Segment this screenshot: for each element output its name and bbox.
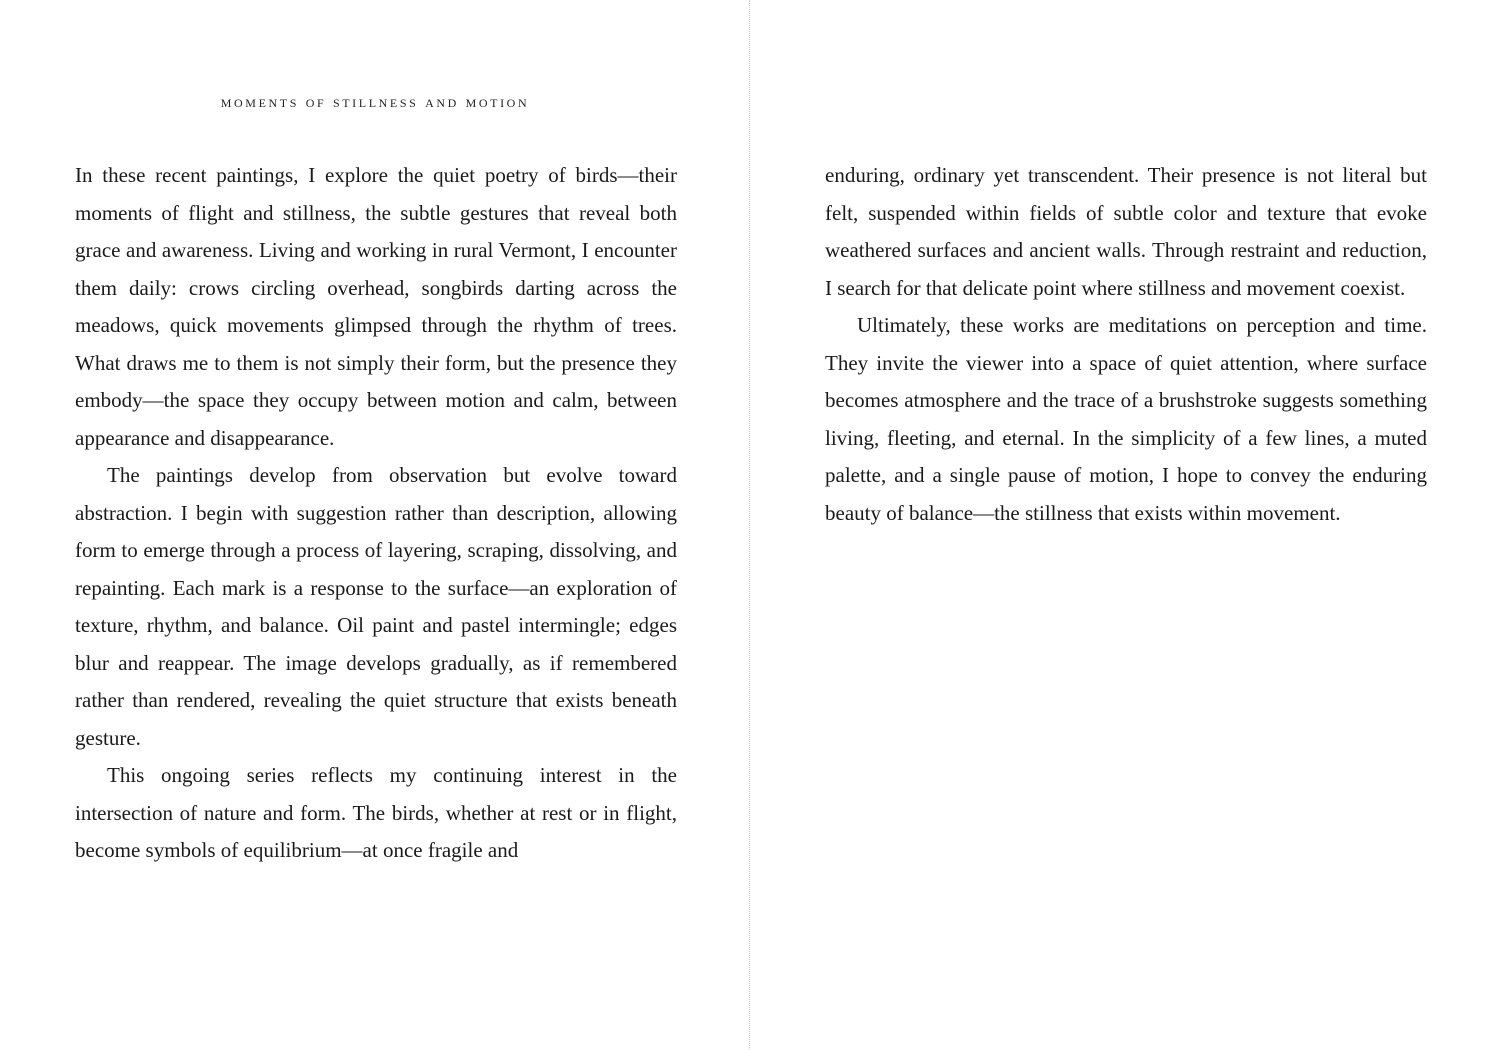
- right-page-text: [825, 157, 1427, 532]
- right-page: [750, 0, 1500, 1050]
- paragraph: In these recent paintings, I explore the quiet poetry of birds—their moments of flight and stillness, the subtle gestures that reveal both grace and awareness. Living and working in rural Vermont, I encounter them daily: crows circling overhead, songbirds darting across the meadows, quick movements glimpsed through the rhythm of trees. What draws me to them is not simply their form, but the presence they embody—the space they occupy between motion and calm, between appearance and disappearance.: [75, 163, 677, 450]
- left-page: [0, 0, 749, 1050]
- paragraph: enduring, ordinary yet transcendent. Their presence is not literal but felt, suspended within fields of subtle color and texture that evoke weathered surfaces and ancient walls. Through restraint and reduction, I search for that delicate point where stillness and movement coexist.: [825, 163, 1427, 300]
- paragraph: Ultimately, these works are meditations on perception and time. They invite the viewer into a space of quiet attention, where surface becomes atmosphere and the trace of a brushstroke suggests something living, fleeting, and eternal. In the simplicity of a few lines, a muted palette, and a single pause of motion, I hope to convey the enduring beauty of balance—the stillness that exists within movement.: [825, 313, 1427, 525]
- paragraph: The paintings develop from observation but evolve toward abstraction. I begin with suggestion rather than description, allowing form to emerge through a process of layering, scraping, dissolving, and repainting. Each mark is a response to the surface—an exploration of texture, rhythm, and balance. Oil paint and pastel intermingle; edges blur and reappear. The image develops gradually, as if remembered rather than rendered, revealing the quiet structure that exists beneath gesture.: [75, 463, 677, 750]
- running-head: moments of stillness and motion: [220, 92, 530, 111]
- left-page-text: [75, 157, 677, 870]
- paragraph: This ongoing series reflects my continuing interest in the intersection of nature and form. The birds, whether at rest or in flight, become symbols of equilibrium—at once fragile and: [75, 763, 677, 862]
